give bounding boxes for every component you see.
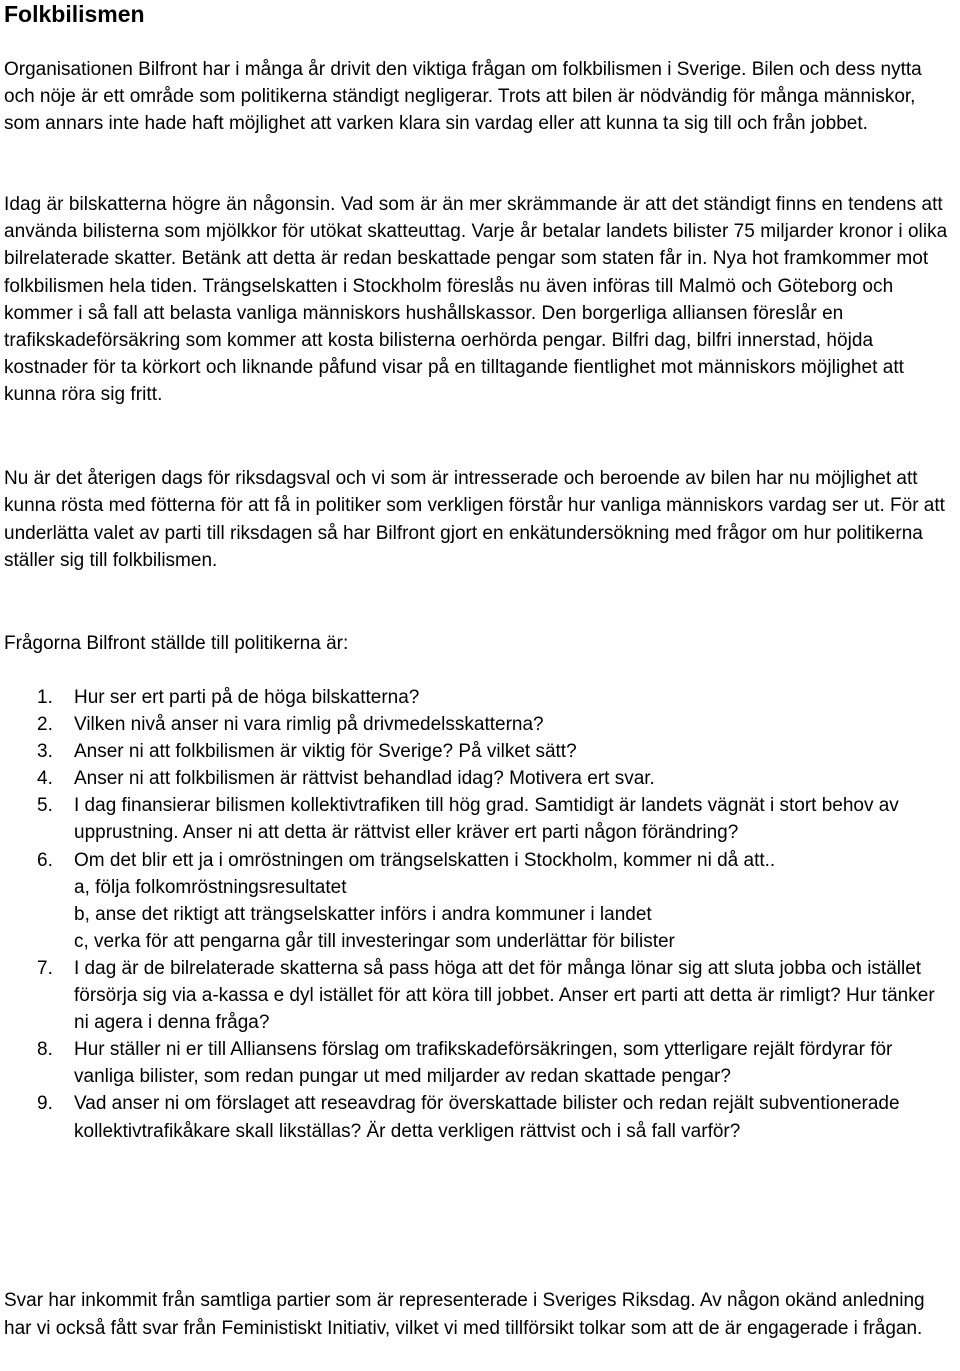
question-text: Vad anser ni om förslaget att reseavdrag för överskattade bilister och redan rejält subventionerade kollektivtrafikåkare skall likställas? Är detta verkligen rättvist och i så fall varför? [74,1093,900,1142]
question-number: 4. [37,768,53,790]
questions-list [4,684,954,1145]
question-number: 7. [37,957,53,979]
questions-intro: Frågorna Bilfront ställde till politikerna är: [4,633,349,654]
question-text: I dag är de bilrelaterade skatterna så pass höga att det för många lönar sig att sluta jobba och istället försörja sig via a-kassa e dyl istället för att köra till jobbet. Anser ert parti att detta är rimligt? Hur tänker ni agera i denna fråga? [74,957,935,1034]
question-number: 1. [37,687,53,708]
list-item [4,711,954,738]
question-number: 2. [37,714,53,736]
question-text: Vilken nivå anser ni vara rimlig på drivmedelsskatterna? [74,714,544,736]
list-item [4,738,954,765]
question-text: Hur ser ert parti på de höga bilskatterna? [74,687,420,708]
election-paragraph: Nu är det återigen dags för riksdagsval och vi som är intresserade och beroende av bilen har nu möjlighet att kunna rösta med fötterna för att få in politiker som verkligen förstår hur vanliga människors vardag ser ut. För att underlätta valet av parti till riksdagen så har Bilfront gjort en enkätundersökning med frågor om hur politikerna ställer sig till folkbilismen. [4,468,945,571]
question-text: Om det blir ett ja i omröstningen om trängselskatten i Stockholm, kommer ni då att.. [74,849,776,871]
intro-paragraph: Organisationen Bilfront har i många år drivit den viktiga frågan om folkbilismen i Sverige. Bilen och dess nytta och nöje är ett område som politikerna ständigt negligerar. Trots att bilen är nödvändig för många människor, som annars inte hade haft möjlighet att varken klara sin vardag eller att kunna ta sig till och från jobbet. [4,59,922,134]
question-number: 6. [37,849,53,871]
list-item [4,1036,954,1090]
question-text: Anser ni att folkbilismen är rättvist behandlad idag? Motivera ert svar. [74,768,655,790]
taxes-paragraph: Idag är bilskatterna högre än någonsin. Vad som är än mer skrämmande är att det ständigt finns en tendens att använda bilisterna som mjölkkor för utökat skatteuttag. Varje år betalar landets bilister 75 miljarder kronor i olika bilrelaterade skatter. Betänk att detta är redan beskattade pengar som staten får in. Nya hot framkommer mot folkbilismen hela tiden. Trängselskatten i Stockholm föreslås nu även införas till Malmö och Göteborg och kommer i så fall att belasta vanliga människors hushållskassor. Den borgerliga alliansen föreslår en trafikskadeförsäkring som kommer att kosta bilisterna oerhörda pengar. Bilfri dag, bilfri innerstad, höjda kostnader för ta körkort och liknande påfund visar på en tilltagande fientlighet mot människors möjlighet att kunna röra sig fritt. [4,194,948,406]
question-text: Hur ställer ni er till Alliansens förslag om trafikskadeförsäkringen, som ytterligare rejält fördyrar för vanliga bilister, som redan pungar ut med miljarder av redan skattade pengar? [74,1039,893,1088]
sub-option-a: a, följa folkomröstningsresultatet [74,876,347,898]
question-number: 5. [37,795,53,817]
list-item [4,955,954,1036]
list-item [4,847,954,955]
question-text: Anser ni att folkbilismen är viktig för Sverige? På vilket sätt? [74,741,577,763]
list-item [4,765,954,792]
list-item [4,1090,954,1144]
answers-paragraph: Svar har inkommit från samtliga partier som är representerade i Sveriges Riksdag. Av någon okänd anledning har vi också fått svar från Feministiskt Initiativ, vilket vi med tillförsikt tolkar som att de är engagerade i frågan. [4,1290,925,1339]
sub-option-c: c, verka för att pengarna går till investeringar som underlättar för bilister [74,930,675,952]
question-number: 9. [37,1093,53,1115]
page-title: Folkbilismen [4,1,145,27]
question-text: I dag finansierar bilismen kollektivtrafiken till hög grad. Samtidigt är landets vägnät i stort behov av upprustning. Anser ni att detta är rättvist eller kräver ert parti någon förändring? [74,795,899,844]
list-item [4,684,954,711]
question-number: 8. [37,1039,53,1061]
question-number: 3. [37,741,53,763]
list-item [4,792,954,846]
sub-option-b: b, anse det riktigt att trängselskatter införs i andra kommuner i landet [74,903,652,925]
